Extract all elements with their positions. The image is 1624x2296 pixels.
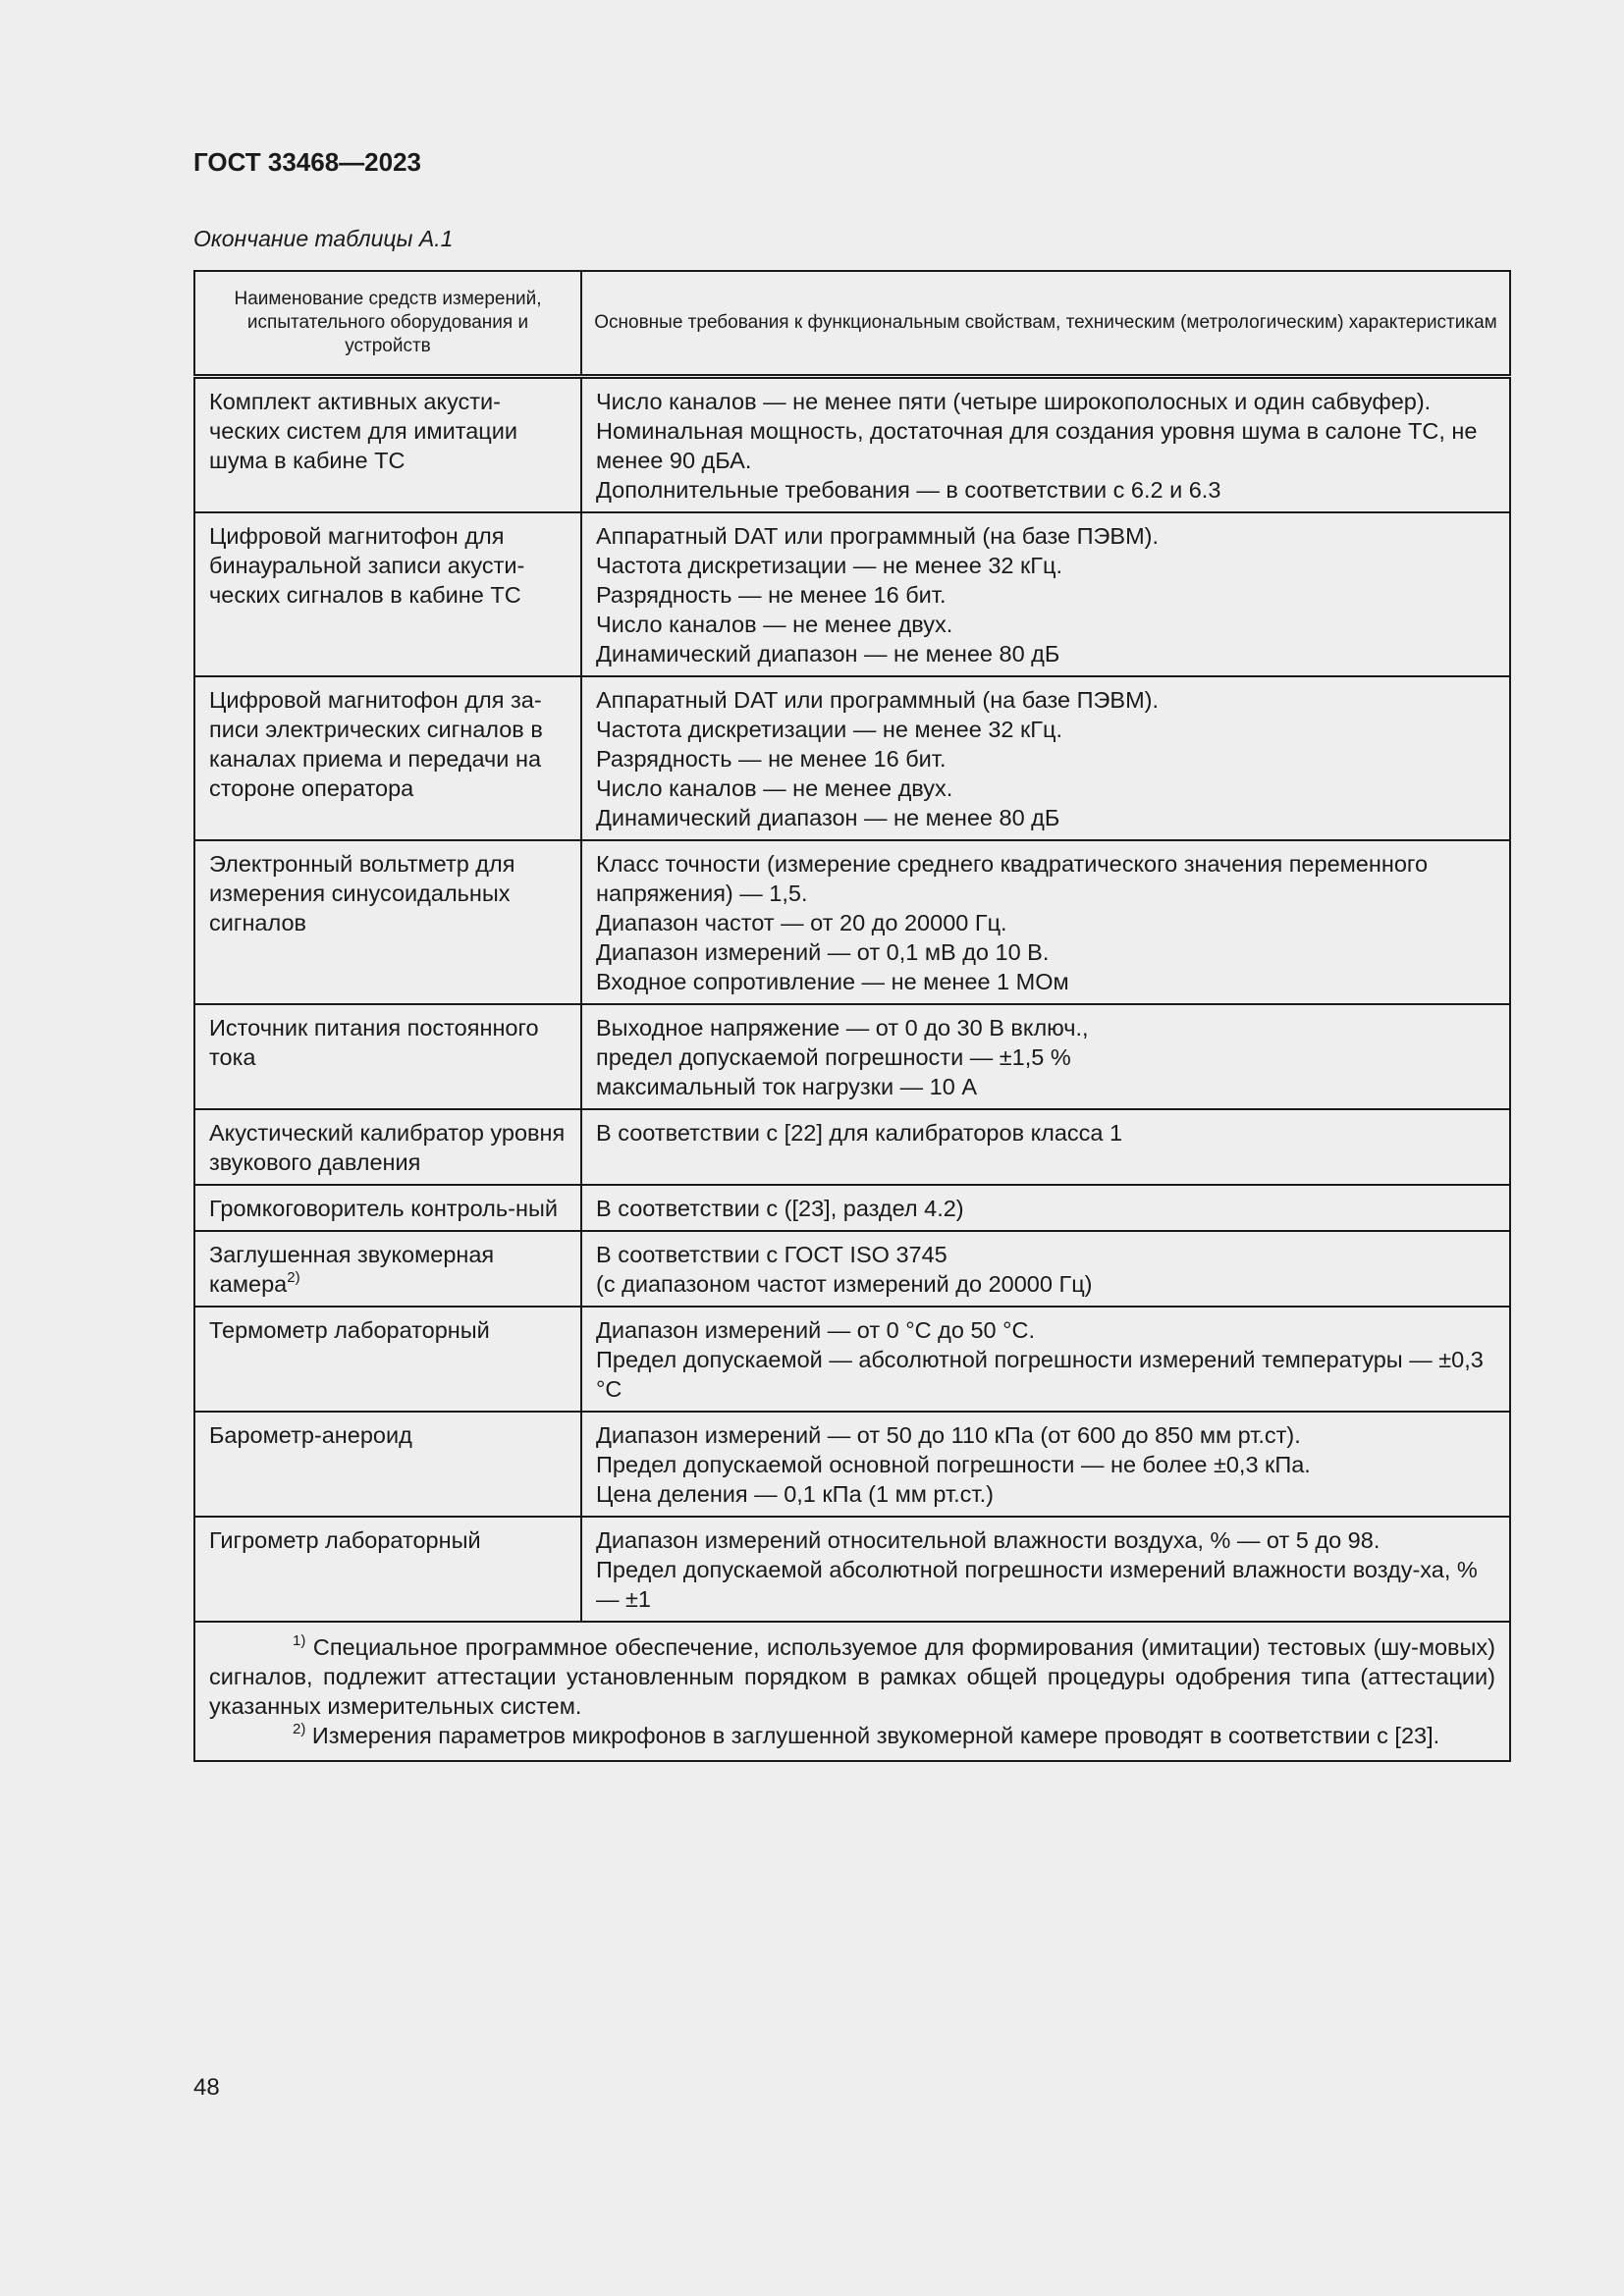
requirement-line: Частота дискретизации — не менее 32 кГц.: [596, 717, 1062, 742]
requirement-line: Цена деления — 0,1 кПа (1 мм рт.ст.): [596, 1481, 994, 1507]
footnote: [209, 1721, 1495, 1750]
footnote-mark: 1): [293, 1632, 306, 1649]
requirement-line: Предел допускаемой абсолютной погрешности измерений влажности возду-ха, % — ±1: [596, 1557, 1478, 1612]
equipment-name: Гигрометр лабораторный: [209, 1527, 481, 1553]
requirement-line: Диапазон измерений — от 0 °С до 50 °С.: [596, 1317, 1036, 1343]
requirement-line: Дополнительные требования — в соответствии с 6.2 и 6.3: [596, 477, 1221, 503]
requirement-line: Разрядность — не менее 16 бит.: [596, 582, 947, 608]
requirements-cell: [581, 512, 1510, 676]
equipment-name: Заглушенная звукомерная камера: [209, 1242, 495, 1297]
requirement-line: Выходное напряжение — от 0 до 30 В включ.,: [596, 1015, 1089, 1041]
requirement-line: Число каналов — не менее двух.: [596, 775, 953, 801]
table-row: [194, 1517, 1510, 1622]
equipment-name: Акустический калибратор уровня звукового давления: [209, 1120, 566, 1175]
table-row: [194, 1185, 1510, 1231]
requirement-line: Динамический диапазон — не менее 80 дБ: [596, 805, 1060, 830]
requirement-line: В соответствии с ([23], раздел 4.2): [596, 1196, 964, 1221]
requirement-line: Динамический диапазон — не менее 80 дБ: [596, 641, 1060, 667]
requirements-cell: [581, 377, 1510, 513]
page-number: 48: [193, 2074, 220, 2101]
footnote-text: Измерения параметров микрофонов в заглушенной звукомерной камере проводят в соответствии с [23].: [311, 1723, 1440, 1748]
equipment-name-cell: [194, 676, 581, 840]
equipment-name-cell: [194, 1109, 581, 1185]
requirements-cell: [581, 1517, 1510, 1622]
requirements-cell: [581, 840, 1510, 1004]
requirement-line: предел допускаемой погрешности — ±1,5 %: [596, 1044, 1071, 1070]
table-body: [194, 377, 1510, 1762]
table-row: [194, 1231, 1510, 1307]
equipment-name: Цифровой магнитофон для бинауральной записи акусти-ческих сигналов в кабине ТС: [209, 523, 525, 608]
table-row: [194, 1307, 1510, 1412]
equipment-name: Электронный вольтметр для измерения синусоидальных сигналов: [209, 851, 515, 935]
equipment-name-cell: [194, 1412, 581, 1517]
requirements-cell: [581, 1109, 1510, 1185]
requirement-line: В соответствии с ГОСТ ISO 3745: [596, 1242, 947, 1267]
requirement-line: В соответствии с [22] для калибраторов класса 1: [596, 1120, 1123, 1146]
requirement-line: (с диапазоном частот измерений до 20000 Гц): [596, 1271, 1093, 1297]
footnote-mark: 2): [293, 1721, 306, 1737]
equipment-name: Громкоговоритель контроль-ный: [209, 1196, 558, 1221]
equipment-name: Цифровой магнитофон для за-писи электрических сигналов в каналах приема и передачи на стороне оператора: [209, 687, 543, 801]
footnote: [209, 1632, 1495, 1721]
equipment-name-cell: [194, 1307, 581, 1412]
table-row: [194, 512, 1510, 676]
table-row: [194, 1004, 1510, 1109]
footnotes-row: [194, 1622, 1510, 1761]
requirements-cell: [581, 1412, 1510, 1517]
requirements-cell: [581, 676, 1510, 840]
requirement-line: Номинальная мощность, достаточная для создания уровня шума в салоне ТС, не менее 90 дБА.: [596, 418, 1478, 473]
requirement-line: Частота дискретизации — не менее 32 кГц.: [596, 553, 1062, 578]
table-caption: Окончание таблицы А.1: [193, 226, 454, 251]
requirement-line: Предел допускаемой — абсолютной погрешности измерений температуры — ±0,3 °С: [596, 1347, 1484, 1402]
requirements-cell: [581, 1231, 1510, 1307]
document-header: ГОСТ 33468—2023: [193, 147, 421, 177]
equipment-name: Источник питания постоянного тока: [209, 1015, 539, 1070]
requirement-line: Диапазон измерений относительной влажности воздуха, % — от 5 до 98.: [596, 1527, 1380, 1553]
column-header-equipment: Наименование средств измерений, испытательного оборудования и устройств: [194, 271, 581, 377]
equipment-name-cell: [194, 1517, 581, 1622]
table-header-row: [194, 271, 1510, 377]
table-row: [194, 1109, 1510, 1185]
requirement-line: Предел допускаемой основной погрешности — не более ±0,3 кПа.: [596, 1452, 1311, 1477]
equipment-name-cell: [194, 1185, 581, 1231]
requirement-line: Аппаратный DAT или программный (на базе ПЭВМ).: [596, 523, 1159, 549]
footnote-reference: 2): [287, 1269, 300, 1286]
requirements-table: [193, 270, 1511, 1762]
equipment-name-cell: [194, 840, 581, 1004]
requirements-cell: [581, 1307, 1510, 1412]
requirement-line: максимальный ток нагрузки — 10 А: [596, 1074, 977, 1099]
equipment-name-cell: [194, 1231, 581, 1307]
requirements-cell: [581, 1004, 1510, 1109]
footnotes-cell: [194, 1622, 1510, 1761]
footnote-text: Специальное программное обеспечение, используемое для формирования (имитации) тестовых (шу-мовых) сигналов, подлежит аттестации установленным порядком в рамках общей процедуры одобрения типа (аттестации) указанных измерительных систем.: [209, 1634, 1495, 1719]
requirement-line: Класс точности (измерение среднего квадратического значения переменного напряжения) — 1,5.: [596, 851, 1429, 906]
equipment-name-cell: [194, 377, 581, 513]
requirement-line: Диапазон частот — от 20 до 20000 Гц.: [596, 910, 1007, 935]
equipment-name: Комплект активных акусти-ческих систем для имитации шума в кабине ТС: [209, 389, 518, 473]
requirement-line: Аппаратный DAT или программный (на базе ПЭВМ).: [596, 687, 1159, 713]
table-row: [194, 840, 1510, 1004]
requirement-line: Диапазон измерений — от 0,1 мВ до 10 В.: [596, 939, 1050, 965]
table-row: [194, 377, 1510, 513]
equipment-name: Барометр-анероид: [209, 1422, 412, 1448]
equipment-name-cell: [194, 512, 581, 676]
equipment-name-cell: [194, 1004, 581, 1109]
table-row: [194, 676, 1510, 840]
requirements-cell: [581, 1185, 1510, 1231]
requirement-line: Число каналов — не менее пяти (четыре широкополосных и один сабвуфер).: [596, 389, 1432, 414]
requirement-line: Разрядность — не менее 16 бит.: [596, 746, 947, 772]
equipment-name: Термометр лабораторный: [209, 1317, 490, 1343]
column-header-requirements: Основные требования к функциональным свойствам, техническим (метрологическим) характеристикам: [581, 271, 1510, 377]
requirement-line: Входное сопротивление — не менее 1 МОм: [596, 969, 1069, 994]
requirement-line: Диапазон измерений — от 50 до 110 кПа (от 600 до 850 мм рт.ст).: [596, 1422, 1301, 1448]
table-row: [194, 1412, 1510, 1517]
requirement-line: Число каналов — не менее двух.: [596, 612, 953, 637]
